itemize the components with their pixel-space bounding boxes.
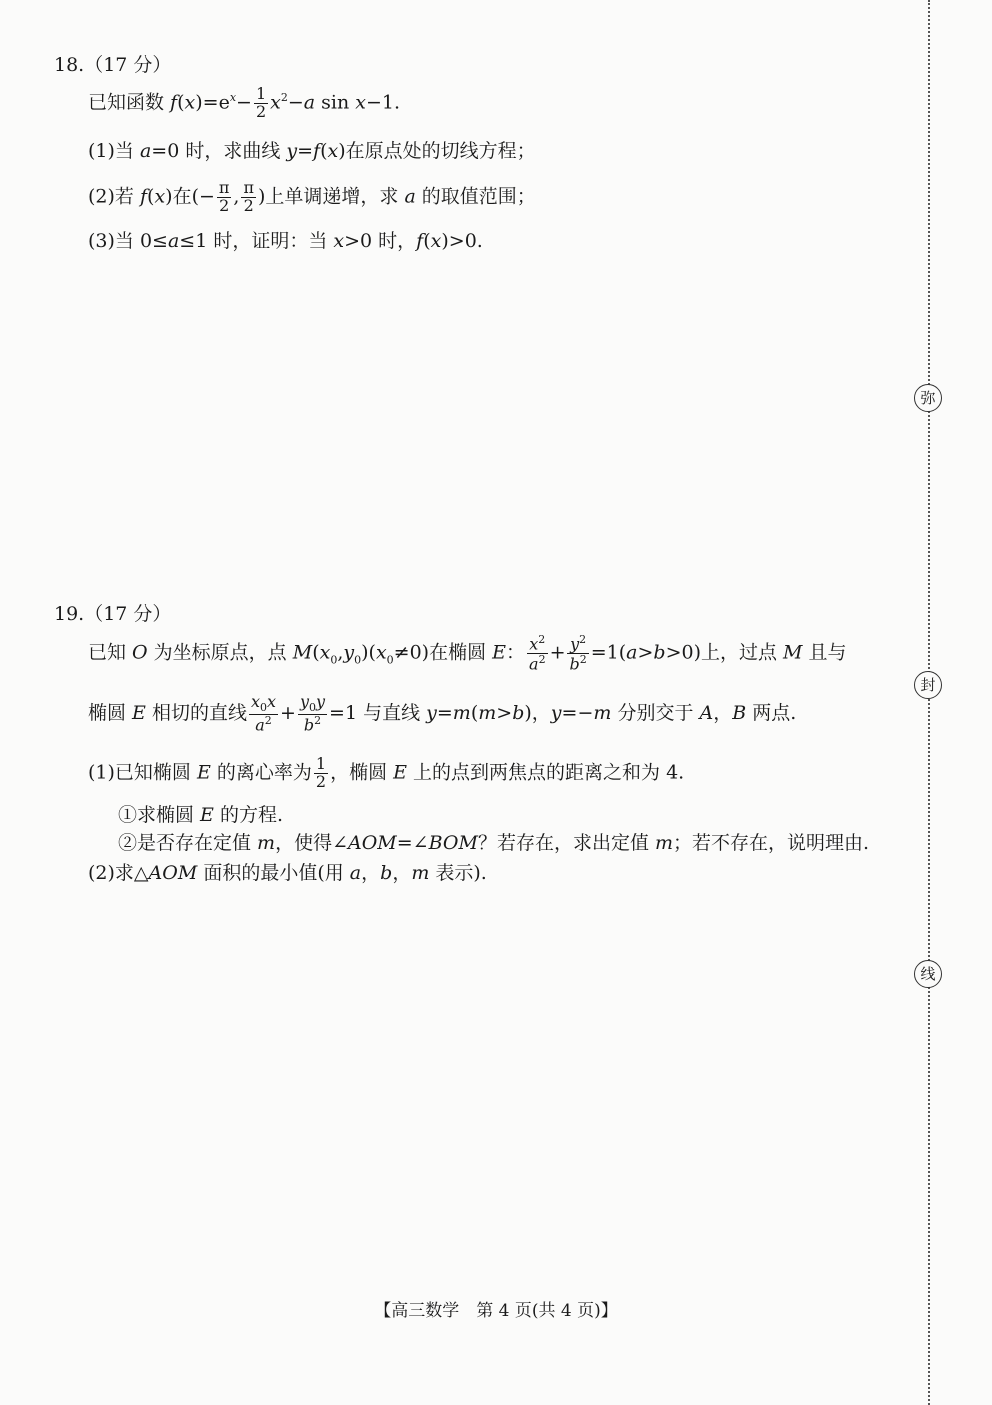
- q19-part2: (2)求△AOM 面积的最小值(用 a，b，m 表示).: [88, 862, 487, 884]
- q18-intro: 已知函数 $f(x)=e^x-$ $\frac{1}{2}$ $x^2-a$ sin x−1.: [88, 84, 401, 121]
- q19-intro-line1: 已知 O 为坐标原点，点 $M(x_0,y_0)(x_0\ne 0)$在椭圆 E： $\frac{x^2}{a^2}$ + $\frac{y^2}{b^2}$ =1(a>b>0)上，过点 M 且与: [88, 633, 847, 674]
- q19-heading: 19.（17 分）: [54, 603, 172, 625]
- seal-mark-feng: 封: [914, 671, 942, 699]
- q19-part1b: ②是否存在定值 m，使得∠AOM=∠BOM？若存在，求出定值 m；若不存在，说明理由.: [118, 832, 870, 854]
- q18-part2: (2)若 f(x)在(− $\frac{\pi}{2}$ , $\frac{\pi}{2}$ )上单调递增，求 a 的取值范围；: [88, 178, 536, 215]
- binding-dotted-line: [928, 0, 930, 1405]
- q18-part1: (1)当 a=0 时，求曲线 y=f(x)在原点处的切线方程；: [88, 140, 536, 162]
- q18-part3: (3)当 0≤a≤1 时，证明：当 x>0 时，f(x)>0.: [88, 230, 483, 252]
- seal-mark-mi: 弥: [914, 384, 942, 412]
- q19-part1a: ①求椭圆 E 的方程.: [118, 804, 284, 826]
- q18-heading: 18.（17 分）: [54, 54, 172, 76]
- seal-mark-xian: 线: [914, 960, 942, 988]
- q19-part1: (1)已知椭圆 E 的离心率为 $\frac{1}{2}$ ，椭圆 E 上的点到两焦点的距离之和为 4.: [88, 754, 685, 791]
- page-footer: 【高三数学 第 4 页(共 4 页)】: [374, 1301, 618, 1321]
- q19-intro-line2: 椭圆 E 相切的直线 $\frac{x_0x}{a^2}$ + $\frac{y_0y}{b^2}$ =1 与直线 y=m(m>b)，y=−m 分别交于 A，B 两点.: [88, 692, 797, 735]
